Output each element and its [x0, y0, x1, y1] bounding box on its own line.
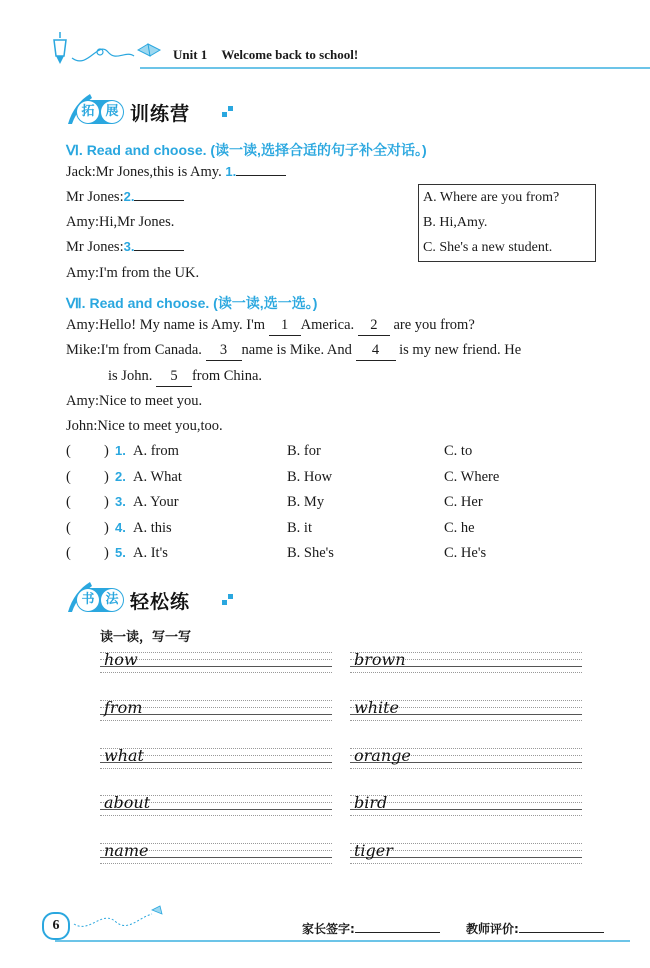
q7-passage-line-3: is John. 5 from China. [108, 366, 262, 387]
q7-passage-line-1: Amy:Hello! My name is Amy. I'm 1 America. 2 are you from? [66, 315, 475, 336]
choice-a: A. What [133, 468, 182, 485]
writing-line-left [100, 843, 332, 871]
header-rule [140, 67, 650, 69]
choice-b: B. My [287, 494, 325, 510]
writing-line-left [100, 700, 332, 728]
choice-number: 5. [115, 545, 126, 560]
section-badge-shufa: 书 法 轻松练 [62, 580, 232, 614]
answer-paren-open: ( [66, 494, 71, 510]
footer-rule [55, 940, 630, 942]
cursive-word: bird [354, 793, 388, 812]
page-number: 6 [42, 912, 70, 940]
teacher-evaluation: 教师评价: [466, 920, 604, 937]
parent-signature: 家长签字: [302, 920, 440, 937]
cursive-word: what [104, 746, 144, 765]
choice-c: C. to [444, 443, 473, 459]
answer-paren-close: ) [104, 468, 109, 485]
answer-paren-close: ) [104, 519, 109, 536]
q6-line-4: Mr Jones:3. [66, 237, 184, 257]
choice-b: B. She's [287, 545, 334, 561]
q6-option-a: A. Where are you from? [423, 190, 560, 205]
cursive-word: name [104, 841, 149, 860]
q6-line-2: Mr Jones:2. [66, 187, 184, 207]
writing-instruction: 读一读，写一写 [100, 630, 192, 645]
section-title: 训练营 [130, 103, 191, 125]
q6-line-3: Amy:Hi,Mr Jones. [66, 214, 175, 230]
q6-options-box [418, 184, 596, 262]
cursive-word: about [104, 793, 151, 812]
writing-line-left [100, 795, 332, 823]
answer-paren-open: ( [66, 519, 71, 536]
q6-line-1: Jack:Mr Jones,this is Amy. 1. [66, 162, 286, 182]
unit-title: Welcome back to school! [221, 47, 359, 62]
answer-paren-close: ) [104, 494, 109, 510]
cursive-word: white [354, 698, 400, 717]
answer-paren-open: ( [66, 468, 71, 485]
writing-line-right [350, 748, 582, 776]
choice-number: 1. [115, 443, 126, 458]
q7-passage-line-2: Mike:I'm from Canada. 3 name is Mike. And 4 is my new friend. He [66, 340, 521, 361]
section-title: 轻松练 [130, 591, 191, 613]
choice-c: C. Where [444, 468, 500, 485]
choice-b: B. for [287, 443, 321, 459]
writing-line-right [350, 843, 582, 871]
writing-line-right [350, 795, 582, 823]
cursive-word: how [104, 650, 138, 669]
choice-b: B. How [287, 468, 333, 485]
q6-heading: Ⅵ. Read and choose. (读一读,选择合适的句子补全对话。) [66, 142, 427, 158]
choice-a: A. It's [133, 545, 168, 561]
writing-line-right [350, 652, 582, 680]
choice-c: C. Her [444, 494, 483, 510]
choice-b: B. it [287, 519, 312, 536]
q7-heading: Ⅶ. Read and choose. (读一读,选一选。) [66, 295, 318, 311]
answer-paren-close: ) [104, 545, 109, 561]
choice-number: 3. [115, 494, 126, 509]
choice-c: C. He's [444, 545, 487, 561]
choice-number: 4. [115, 519, 126, 535]
q7-passage-line-5: John:Nice to meet you,too. [66, 418, 223, 434]
cursive-word: from [104, 698, 143, 717]
choice-number: 2. [115, 468, 126, 484]
q7-passage-line-4: Amy:Nice to meet you. [66, 393, 203, 409]
writing-line-left [100, 652, 332, 680]
cursive-word: tiger [354, 841, 393, 860]
q6-option-c: C. She's a new student. [423, 240, 553, 255]
answer-paren-close: ) [104, 443, 109, 459]
q6-line-5: Amy:I'm from the UK. [66, 265, 200, 281]
vine-decoration [72, 904, 167, 934]
choice-a: A. Your [133, 494, 179, 510]
cursive-word: orange [354, 746, 411, 765]
q6-option-b: B. Hi,Amy. [423, 215, 488, 230]
answer-paren-open: ( [66, 443, 71, 459]
cursive-word: brown [354, 650, 406, 669]
unit-header [173, 47, 372, 63]
choice-a: A. this [133, 519, 172, 536]
answer-paren-open: ( [66, 545, 71, 561]
choice-a: A. from [133, 443, 179, 459]
unit-number: Unit 1 [173, 47, 208, 62]
section-badge-tuozhan: 拓 展 训练营 [62, 92, 232, 126]
writing-line-left [100, 748, 332, 776]
choice-c: C. he [444, 519, 475, 536]
writing-line-right [350, 700, 582, 728]
